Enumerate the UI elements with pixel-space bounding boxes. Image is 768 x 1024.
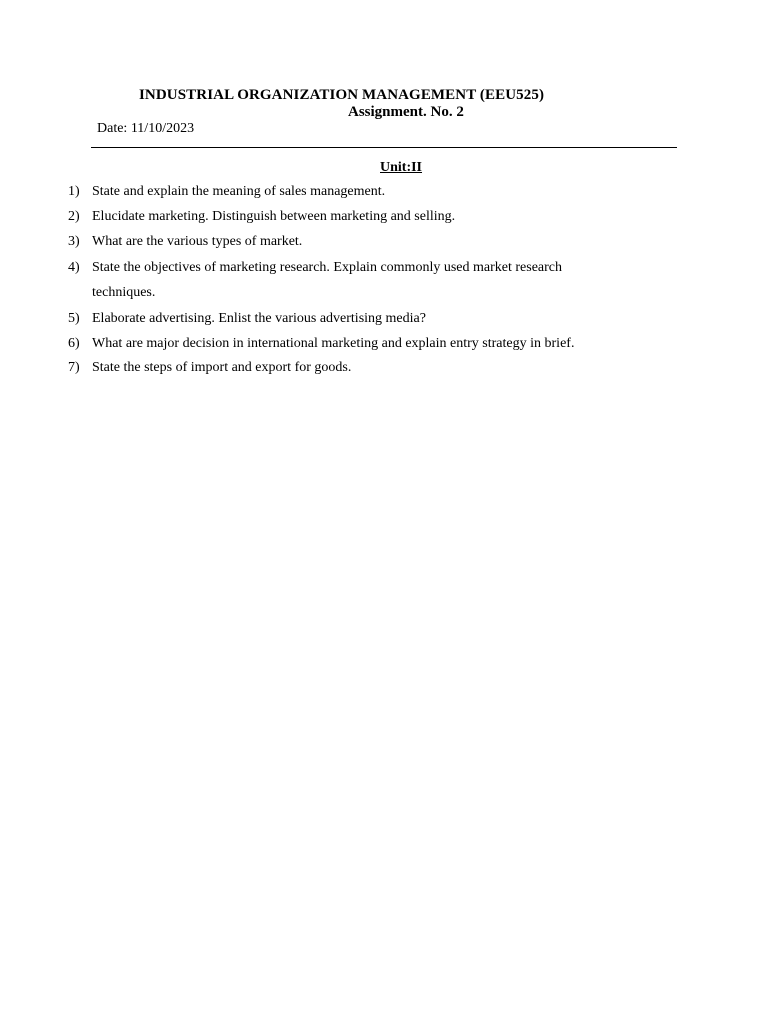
question-text-continuation: techniques. — [92, 285, 156, 300]
question-number: 4) — [68, 260, 80, 275]
course-title: INDUSTRIAL ORGANIZATION MANAGEMENT (EEU525) — [139, 87, 545, 103]
question-text: What are the various types of market. — [92, 234, 303, 249]
question-number: 6) — [68, 336, 80, 351]
assignment-date: Date: 11/10/2023 — [97, 121, 195, 136]
question-number: 5) — [68, 311, 80, 326]
question-text: State and explain the meaning of sales management. — [92, 184, 386, 199]
question-number: 1) — [68, 184, 80, 199]
question-text: What are major decision in international marketing and explain entry strategy in brief. — [92, 336, 575, 351]
assignment-number: Assignment. No. 2 — [348, 104, 464, 120]
question-text: State the steps of import and export for goods. — [92, 360, 352, 375]
unit-heading: Unit:II — [380, 160, 423, 175]
question-text: State the objectives of marketing research. Explain commonly used market research — [92, 260, 562, 275]
question-number: 7) — [68, 360, 80, 375]
question-text: Elaborate advertising. Enlist the various advertising media? — [92, 311, 426, 326]
question-text: Elucidate marketing. Distinguish between marketing and selling. — [92, 209, 456, 224]
question-number: 3) — [68, 234, 80, 249]
question-number: 2) — [68, 209, 80, 224]
header-divider — [91, 147, 677, 148]
